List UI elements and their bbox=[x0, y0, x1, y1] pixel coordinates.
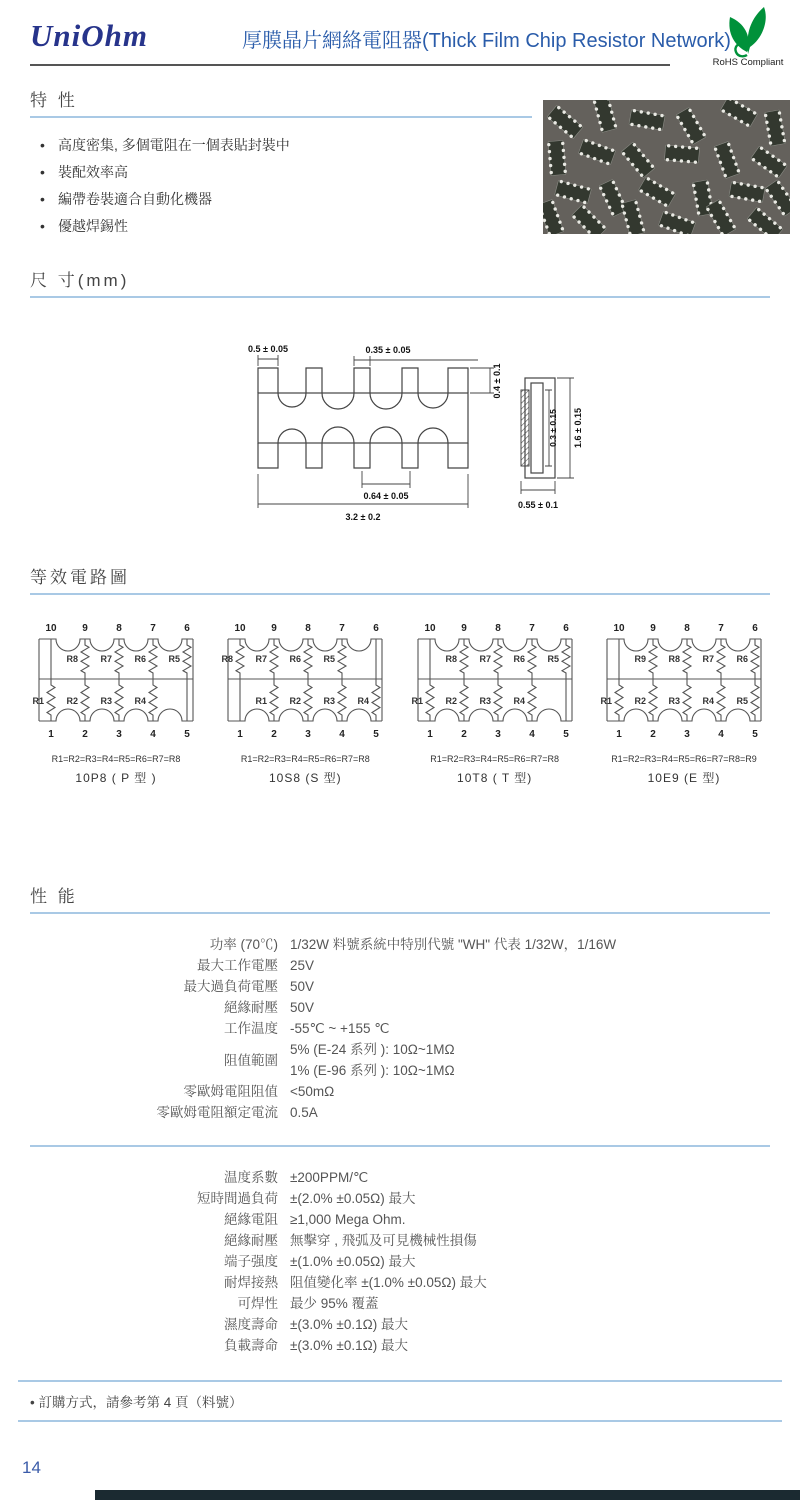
spec-value: 25V bbox=[290, 958, 315, 973]
spec-row bbox=[30, 1102, 770, 1123]
spec-label: 零歐姆電阻額定電流 bbox=[156, 1105, 278, 1120]
features-heading: 特 性 bbox=[30, 86, 532, 118]
spec-label: 阻值範圍 bbox=[224, 1052, 278, 1068]
resistor-label: R3 bbox=[323, 696, 336, 706]
pin-number: 6 bbox=[562, 623, 569, 634]
pin-number: 4 bbox=[528, 729, 535, 740]
spec-value: 50V bbox=[290, 1000, 315, 1015]
spec-row bbox=[30, 1167, 770, 1188]
spec-value: -55℃ ~ +155 ℃ bbox=[290, 1021, 390, 1036]
pin-number: 7 bbox=[339, 623, 346, 634]
dim-side-width: 0.55 ± 0.1 bbox=[518, 500, 558, 510]
features-section bbox=[0, 86, 800, 240]
product-photo bbox=[543, 100, 790, 234]
feature-item: • 裝配效率高 bbox=[40, 159, 800, 186]
spec-value: 無擊穿 , 飛弧及可見機械性損傷 bbox=[290, 1233, 477, 1248]
circuit-formula: R1=R2=R3=R4=R5=R6=R7=R8 bbox=[430, 754, 560, 764]
pin-number: 3 bbox=[684, 729, 690, 740]
spec-label: 濕度壽命 bbox=[224, 1317, 278, 1332]
pin-number: 7 bbox=[718, 623, 724, 634]
page-header bbox=[0, 0, 800, 66]
spec-value: 50V bbox=[290, 979, 315, 994]
header-rule bbox=[30, 64, 670, 66]
spec-label: 温度系數 bbox=[224, 1170, 278, 1185]
feature-item: • 高度密集, 多個電阻在一個表貼封裝中 bbox=[40, 132, 800, 159]
spec-label: 最大過負荷電壓 bbox=[183, 979, 278, 994]
resistor-label: R1 bbox=[32, 696, 44, 706]
circuit-figure-10P8 bbox=[28, 621, 204, 786]
circuit-caption: 10P8 ( P 型 ) bbox=[75, 771, 157, 785]
dimension-drawing bbox=[228, 328, 588, 528]
resistor-label: R1 bbox=[255, 696, 268, 706]
spec-row bbox=[30, 1314, 770, 1335]
spec-value: ±200PPM/℃ bbox=[290, 1170, 369, 1185]
brand-logo-text: UniOhm bbox=[30, 18, 148, 53]
spec-row bbox=[30, 1209, 770, 1230]
circuit-formula: R1=R2=R3=R4=R5=R6=R7=R8 bbox=[51, 754, 181, 764]
spec-row bbox=[30, 1272, 770, 1293]
resistor-label: R5 bbox=[168, 654, 180, 664]
spec-row bbox=[30, 934, 770, 955]
pin-number: 1 bbox=[616, 729, 622, 740]
spec-value: ±(1.0% ±0.05Ω) 最大 bbox=[290, 1254, 416, 1269]
resistor-label: R6 bbox=[736, 654, 748, 664]
pin-number: 8 bbox=[684, 623, 690, 634]
resistor-label: R7 bbox=[255, 654, 268, 664]
spec-label: 絕緣電阻 bbox=[224, 1212, 278, 1227]
pin-number: 8 bbox=[305, 623, 312, 634]
performance-section bbox=[0, 882, 800, 1356]
dimensions-section bbox=[0, 266, 800, 533]
spec-value: 0.5A bbox=[290, 1105, 318, 1120]
ordering-note: • 訂購方式，請參考第 4 頁（料號） bbox=[18, 1380, 782, 1422]
resistor-label: R4 bbox=[513, 696, 525, 706]
spec-value: 5% (E-24 系列 ): 10Ω~1MΩ 1% (E-96 系列 ): 10Ω~1MΩ bbox=[290, 1042, 455, 1078]
pin-number: 9 bbox=[82, 623, 88, 634]
spec-label: 工作温度 bbox=[224, 1021, 278, 1036]
resistor-label: R1 bbox=[600, 696, 612, 706]
resistor-label: R6 bbox=[289, 654, 302, 664]
resistor-label: R3 bbox=[668, 696, 680, 706]
pin-number: 3 bbox=[494, 729, 501, 740]
circuit-diagram-10S8 bbox=[220, 621, 390, 741]
rohs-label: RoHS Compliant bbox=[712, 57, 784, 68]
spec-label: 可焊性 bbox=[237, 1296, 278, 1311]
spec-label: 端子强度 bbox=[224, 1254, 278, 1269]
spec-row bbox=[30, 1039, 770, 1081]
spec-row bbox=[30, 1188, 770, 1209]
spec-table-electrical bbox=[30, 934, 770, 1123]
spec-row bbox=[30, 1335, 770, 1356]
resistor-label: R5 bbox=[736, 696, 748, 706]
resistor-label: R4 bbox=[134, 696, 146, 706]
spec-row bbox=[30, 1018, 770, 1039]
pin-number: 6 bbox=[184, 623, 190, 634]
spec-value: <50mΩ bbox=[290, 1084, 335, 1099]
pin-number: 6 bbox=[373, 623, 380, 634]
resistor-label: R8 bbox=[445, 654, 457, 664]
spec-label: 零歐姆電阻阻值 bbox=[183, 1084, 278, 1099]
resistor-label: R8 bbox=[221, 654, 234, 664]
resistor-label: R4 bbox=[357, 696, 370, 706]
pin-number: 10 bbox=[424, 623, 436, 634]
spec-value: ±(3.0% ±0.1Ω) 最大 bbox=[290, 1317, 408, 1332]
spec-label: 耐焊接熱 bbox=[224, 1275, 278, 1290]
pin-number: 8 bbox=[116, 623, 122, 634]
dimensions-heading: 尺 寸(mm) bbox=[30, 266, 770, 298]
spec-label: 絕緣耐壓 bbox=[224, 1233, 278, 1248]
spec-row bbox=[30, 976, 770, 997]
pin-number: 2 bbox=[460, 729, 467, 740]
spec-value: ±(3.0% ±0.1Ω) 最大 bbox=[290, 1338, 408, 1353]
pin-number: 9 bbox=[650, 623, 656, 634]
circuit-figure-10T8 bbox=[407, 621, 583, 786]
circuit-figure-10S8 bbox=[217, 621, 393, 786]
resistor-label: R5 bbox=[323, 654, 336, 664]
circuit-figure-10E9 bbox=[596, 621, 772, 786]
circuit-formula: R1=R2=R3=R4=R5=R6=R7=R8 bbox=[240, 754, 370, 764]
spec-label: 負載壽命 bbox=[224, 1338, 278, 1353]
spec-value: ≥1,000 Mega Ohm. bbox=[290, 1212, 406, 1227]
pin-number: 3 bbox=[116, 729, 122, 740]
resistor-label: R9 bbox=[634, 654, 646, 664]
circuit-formula: R1=R2=R3=R4=R5=R6=R7=R8=R9 bbox=[611, 754, 757, 764]
pin-number: 2 bbox=[271, 729, 278, 740]
spec-row bbox=[30, 1230, 770, 1251]
circuit-caption: 10T8 ( T 型) bbox=[457, 771, 533, 785]
circuits-heading: 等效電路圖 bbox=[30, 563, 770, 595]
resistor-label: R2 bbox=[289, 696, 302, 706]
circuit-diagram-10E9 bbox=[599, 621, 769, 741]
dim-pad-end-width: 0.5 ± 0.05 bbox=[248, 344, 288, 354]
pin-number: 1 bbox=[426, 729, 433, 740]
resistor-label: R7 bbox=[100, 654, 112, 664]
pin-number: 5 bbox=[752, 729, 758, 740]
spec-value: 阻值變化率 ±(1.0% ±0.05Ω) 最大 bbox=[290, 1275, 487, 1290]
spec-row bbox=[30, 997, 770, 1018]
pin-number: 4 bbox=[718, 729, 724, 740]
circuit-diagram-10P8 bbox=[31, 621, 201, 741]
page-title: 厚膜晶片網絡電阻器(Thick Film Chip Resistor Network) bbox=[242, 30, 731, 52]
spec-value: 最少 95% 覆蓋 bbox=[290, 1296, 379, 1311]
resistor-label: R2 bbox=[66, 696, 78, 706]
pin-number: 7 bbox=[528, 623, 535, 634]
pin-number: 9 bbox=[460, 623, 467, 634]
pin-number: 3 bbox=[305, 729, 312, 740]
resistor-label: R6 bbox=[513, 654, 525, 664]
feature-item: • 優越焊錫性 bbox=[40, 213, 800, 240]
pin-number: 10 bbox=[45, 623, 57, 634]
bottom-bar bbox=[95, 1490, 800, 1500]
resistor-label: R2 bbox=[634, 696, 646, 706]
spec-row bbox=[30, 1293, 770, 1314]
feature-item: • 編帶卷裝適合自動化機器 bbox=[40, 186, 800, 213]
pin-number: 1 bbox=[237, 729, 244, 740]
resistor-label: R6 bbox=[134, 654, 146, 664]
spec-label: 功率 (70℃) bbox=[209, 937, 278, 952]
resistor-label: R2 bbox=[445, 696, 457, 706]
pin-number: 7 bbox=[150, 623, 156, 634]
pin-number: 1 bbox=[48, 729, 54, 740]
spec-row bbox=[30, 1251, 770, 1272]
resistor-label: R1 bbox=[411, 696, 423, 706]
dim-side-inner: 0.3 ± 0.15 bbox=[548, 409, 558, 447]
circuit-diagram-10T8 bbox=[410, 621, 580, 741]
dim-pad-width: 0.35 ± 0.05 bbox=[365, 345, 411, 355]
pin-number: 9 bbox=[271, 623, 278, 634]
rohs-leaf-icon bbox=[717, 4, 779, 58]
dim-body-length: 3.2 ± 0.2 bbox=[345, 512, 381, 522]
pin-number: 5 bbox=[373, 729, 380, 740]
pin-number: 5 bbox=[184, 729, 190, 740]
circuit-diagrams-row bbox=[0, 595, 800, 786]
circuit-caption: 10E9 (E 型) bbox=[647, 771, 721, 785]
pin-number: 2 bbox=[82, 729, 88, 740]
dim-pad-pitch: 0.64 ± 0.05 bbox=[363, 491, 409, 501]
spec-row bbox=[30, 1081, 770, 1102]
spec-row bbox=[30, 955, 770, 976]
resistor-label: R8 bbox=[668, 654, 680, 664]
pin-number: 5 bbox=[562, 729, 569, 740]
circuit-caption: 10S8 (S 型) bbox=[268, 771, 342, 785]
spec-value: ±(2.0% ±0.05Ω) 最大 bbox=[290, 1191, 416, 1206]
circuits-section bbox=[0, 563, 800, 786]
resistor-label: R4 bbox=[702, 696, 714, 706]
dim-side-height: 1.6 ± 0.15 bbox=[573, 408, 583, 448]
pin-number: 2 bbox=[650, 729, 656, 740]
resistor-label: R7 bbox=[702, 654, 714, 664]
pin-number: 6 bbox=[752, 623, 758, 634]
spec-label: 短時間過負荷 bbox=[197, 1191, 278, 1206]
spec-table-environmental bbox=[30, 1167, 770, 1356]
spec-value: 1/32W 料號系統中特別代號 "WH" 代表 1/32W，1/16W bbox=[290, 937, 617, 952]
resistor-label: R3 bbox=[479, 696, 491, 706]
pin-number: 4 bbox=[339, 729, 346, 740]
spec-divider bbox=[30, 1145, 770, 1147]
pin-number: 8 bbox=[494, 623, 501, 634]
pin-number: 10 bbox=[613, 623, 625, 634]
page-number: 14 bbox=[22, 1458, 41, 1477]
rohs-badge bbox=[702, 4, 794, 68]
pin-number: 10 bbox=[234, 623, 246, 634]
dim-pad-height: 0.4 ± 0.1 bbox=[492, 363, 502, 399]
spec-label: 絕緣耐壓 bbox=[224, 1000, 278, 1015]
resistor-label: R7 bbox=[479, 654, 491, 664]
pin-number: 4 bbox=[150, 729, 156, 740]
resistor-label: R8 bbox=[66, 654, 78, 664]
resistor-label: R5 bbox=[547, 654, 559, 664]
performance-heading: 性 能 bbox=[30, 882, 770, 914]
resistor-label: R3 bbox=[100, 696, 112, 706]
spec-label: 最大工作電壓 bbox=[197, 958, 278, 973]
